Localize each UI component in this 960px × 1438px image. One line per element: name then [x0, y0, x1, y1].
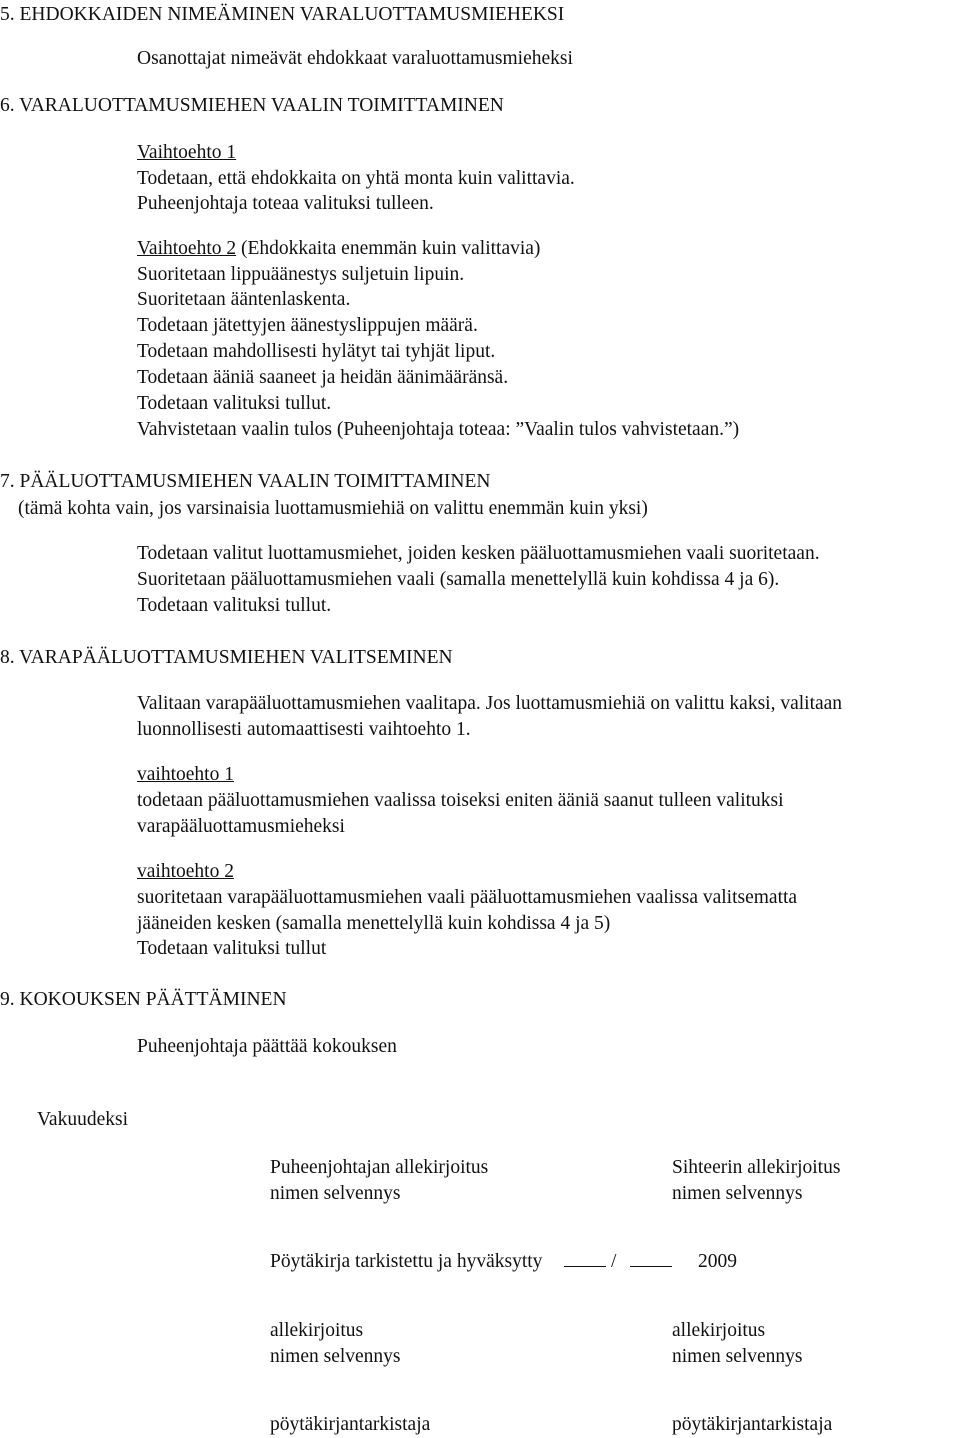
section-8-option-1-line: todetaan pääluottamusmiehen vaalissa toiseksi eniten ääniä saanut tulleen valituksi	[137, 790, 784, 811]
section-6-option-2-line: Todetaan valituksi tullut.	[137, 393, 332, 414]
section-8-option-2-label: vaihtoehto 2	[137, 861, 234, 882]
section-6-option-2-line: Suoritetaan lippuäänestys suljetuin lipuin.	[137, 264, 465, 285]
section-8-option-2-line: suoritetaan varapääluottamusmiehen vaali pääluottamusmiehen vaalissa valitsematta	[137, 887, 798, 908]
checker-2-signature-label: allekirjoitus	[672, 1320, 766, 1341]
section-5-line: Osanottajat nimeävät ehdokkaat varaluottamusmieheksi	[137, 48, 573, 69]
section-6-option-2-line: Vahvistetaan vaalin tulos (Puheenjohtaja toteaa: ”Vaalin tulos vahvistetaan.”)	[137, 419, 740, 440]
section-8-option-1-line: varapääluottamusmieheksi	[137, 816, 345, 837]
section-8-intro-line: luonnollisesti automaattisesti vaihtoehto 1.	[137, 719, 471, 740]
section-6-option-2-line: Todetaan mahdollisesti hylätyt tai tyhjät liput.	[137, 341, 496, 362]
section-7-line: Todetaan valituksi tullut.	[137, 595, 332, 616]
section-6-option-1-label: Vaihtoehto 1	[137, 142, 237, 163]
section-6-option-2-header	[137, 237, 540, 261]
section-7-line: Todetaan valitut luottamusmiehet, joiden kesken pääluottamusmiehen vaali suoritetaan.	[137, 543, 820, 564]
chair-name-clarification: nimen selvennys	[270, 1183, 401, 1204]
checker-2-name-clarification: nimen selvennys	[672, 1346, 803, 1367]
section-6-option-2-line: Todetaan jätettyjen äänestyslippujen määrä.	[137, 315, 478, 336]
checker-1-role: pöytäkirjantarkistaja	[270, 1414, 431, 1435]
checker-1-name-clarification: nimen selvennys	[270, 1346, 401, 1367]
section-8-option-1-label: vaihtoehto 1	[137, 764, 234, 785]
section-6-option-2-label: Vaihtoehto 2	[137, 238, 237, 259]
section-7-heading: 7. PÄÄLUOTTAMUSMIEHEN VAALIN TOIMITTAMINEN	[0, 471, 491, 492]
section-8-option-2-line: jääneiden kesken (samalla menettelyllä kuin kohdissa 4 ja 5)	[137, 913, 611, 934]
section-8-intro-line: Valitaan varapääluottamusmiehen vaalitapa. Jos luottamusmiehiä on valittu kaksi, valitaan	[137, 693, 843, 714]
secretary-name-clarification: nimen selvennys	[672, 1183, 803, 1204]
checker-1-signature-label: allekirjoitus	[270, 1320, 364, 1341]
section-6-option-2-line: Suoritetaan ääntenlaskenta.	[137, 289, 351, 310]
chair-signature-label: Puheenjohtajan allekirjoitus	[270, 1157, 489, 1178]
vakuudeksi-label: Vakuudeksi	[37, 1109, 128, 1130]
section-8-option-2-line: Todetaan valituksi tullut	[137, 938, 327, 959]
section-6-option-2-line: Todetaan ääniä saaneet ja heidän äänimääränsä.	[137, 367, 509, 388]
secretary-signature-label: Sihteerin allekirjoitus	[672, 1157, 841, 1178]
section-7-line: Suoritetaan pääluottamusmiehen vaali (samalla menettelyllä kuin kohdissa 4 ja 6).	[137, 569, 780, 590]
section-7-note: (tämä kohta vain, jos varsinaisia luottamusmiehiä on valittu enemmän kuin yksi)	[18, 498, 648, 519]
section-6-option-2-suffix: (Ehdokkaita enemmän kuin valittavia)	[236, 238, 541, 259]
section-5-heading: 5. EHDOKKAIDEN NIMEÄMINEN VARALUOTTAMUSMIEHEKSI	[0, 4, 565, 25]
approval-label: Pöytäkirja tarkistettu ja hyväksytty	[270, 1251, 543, 1272]
section-6-heading: 6. VARALUOTTAMUSMIEHEN VAALIN TOIMITTAMINEN	[0, 95, 504, 116]
approval-line	[270, 1250, 737, 1274]
section-9-line: Puheenjohtaja päättää kokouksen	[137, 1036, 397, 1057]
section-8-heading: 8. VARAPÄÄLUOTTAMUSMIEHEN VALITSEMINEN	[0, 647, 453, 668]
month-blank	[630, 1252, 672, 1267]
section-9-heading: 9. KOKOUKSEN PÄÄTTÄMINEN	[0, 989, 287, 1010]
date-separator: /	[611, 1251, 617, 1272]
section-6-option-1-line: Todetaan, että ehdokkaita on yhtä monta kuin valittavia.	[137, 168, 575, 189]
section-6-option-1-line: Puheenjohtaja toteaa valituksi tulleen.	[137, 193, 434, 214]
checker-2-role: pöytäkirjantarkistaja	[672, 1414, 833, 1435]
day-blank	[564, 1252, 606, 1267]
approval-year: 2009	[697, 1251, 737, 1272]
